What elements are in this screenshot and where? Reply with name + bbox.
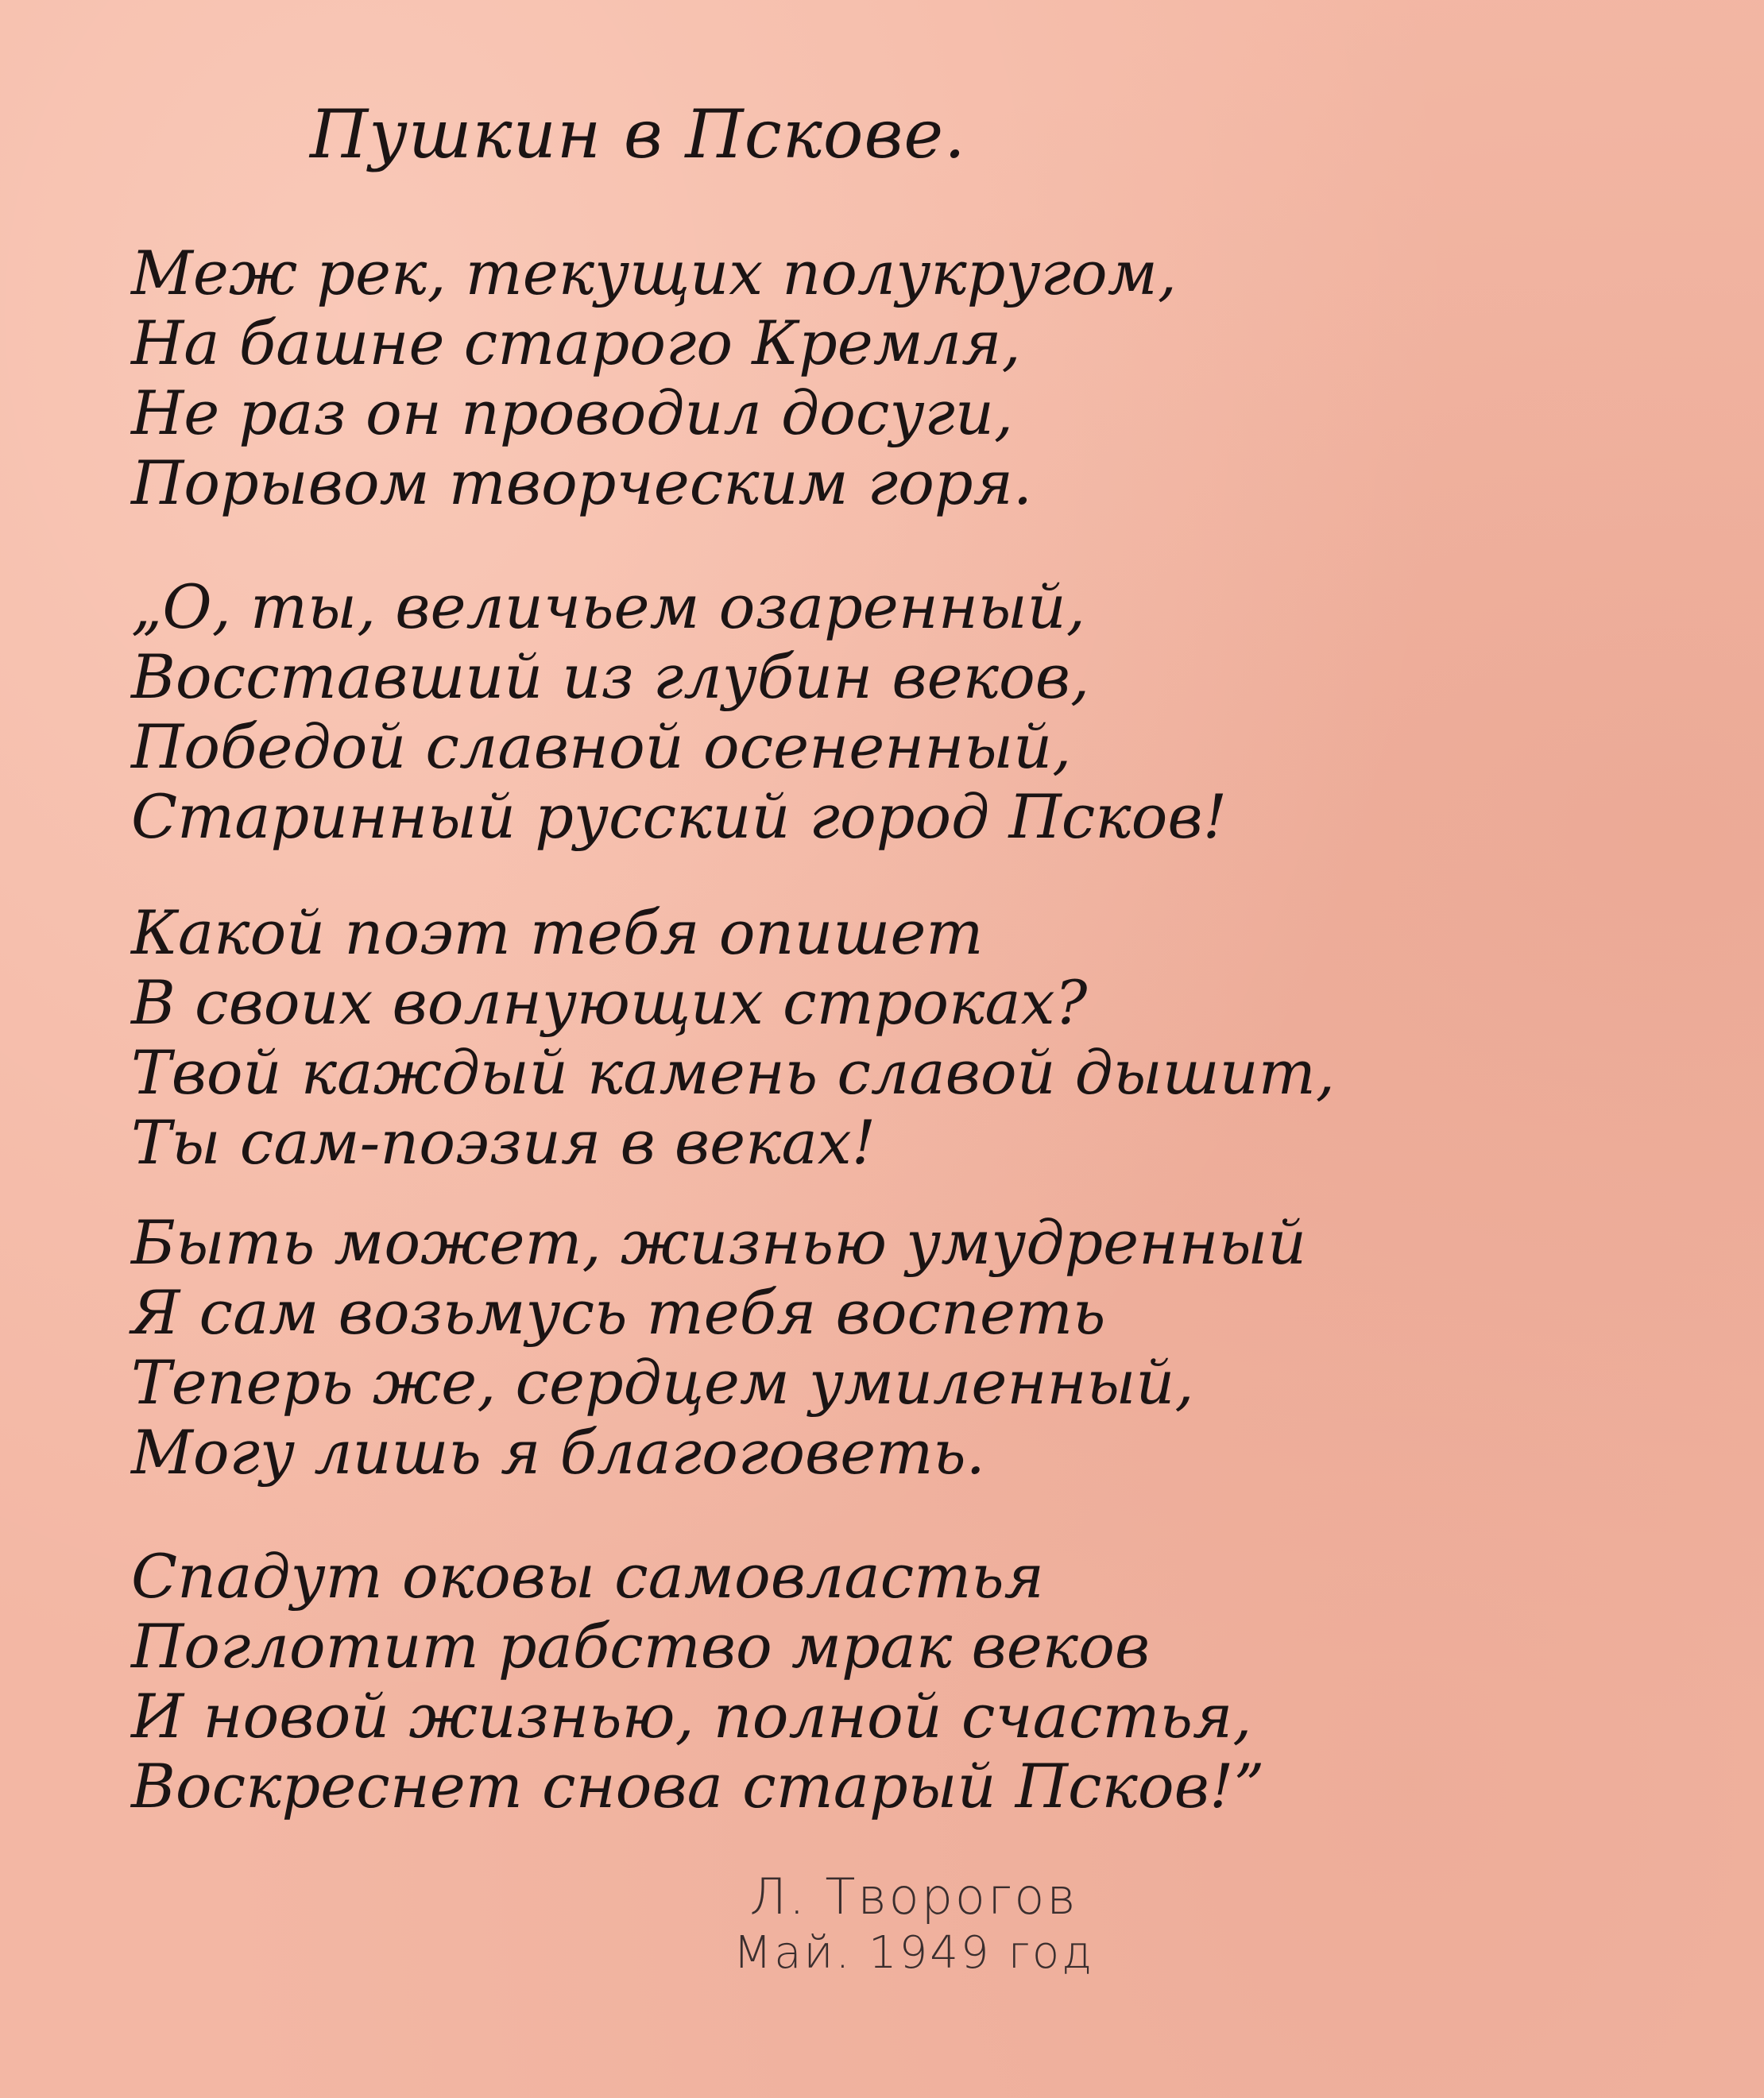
stanza (131, 238, 1177, 518)
poem-line: „О, ты, величьем озаренный, (131, 571, 1085, 642)
stanza (131, 572, 1227, 852)
poem-line: И новой жизнью, полной счастья, (131, 1681, 1252, 1752)
poem-line: Победой славной осененный, (131, 711, 1072, 782)
poem-title: Пушкин в Пскове. (310, 95, 966, 173)
poem-line: Поглотит рабство мрак веков (131, 1611, 1151, 1682)
author-name: Л. Творогов (749, 1868, 1078, 1926)
poem-line: Какой поэт тебя опишет (131, 897, 984, 968)
poem-line: Воскреснет снова старый Псков!” (131, 1751, 1265, 1821)
poem-line: На башне старого Кремля, (131, 308, 1021, 378)
poem-line: Меж рек, текущих полукругом, (131, 238, 1177, 308)
poem-line: Твой каждый камень славой дышит, (131, 1037, 1335, 1108)
stanza (131, 1542, 1264, 1821)
poem-line: Порывом творческим горя. (131, 447, 1033, 518)
poem-line: Не раз он проводил досуги, (131, 377, 1014, 448)
stanza (131, 898, 1335, 1178)
stanza (131, 1208, 1306, 1488)
poem-line: Могу лишь я благоговеть. (131, 1417, 985, 1488)
poem-line: В своих волнующих строках? (131, 967, 1088, 1038)
poem-line: Я сам возьмусь тебя воспеть (131, 1277, 1106, 1348)
date-line: Май. 1949 год (733, 1927, 1095, 1979)
poem-line: Спадут оковы самовластья (131, 1541, 1044, 1612)
poem-line: Старинный русский город Псков! (131, 781, 1228, 852)
poem-line: Восставший из глубин веков, (131, 641, 1090, 712)
poem-line: Ты сам-поэзия в веках! (131, 1107, 876, 1178)
poem-line: Теперь же, сердцем умиленный, (131, 1347, 1194, 1418)
poem-line: Быть может, жизнью умудренный (131, 1207, 1307, 1278)
